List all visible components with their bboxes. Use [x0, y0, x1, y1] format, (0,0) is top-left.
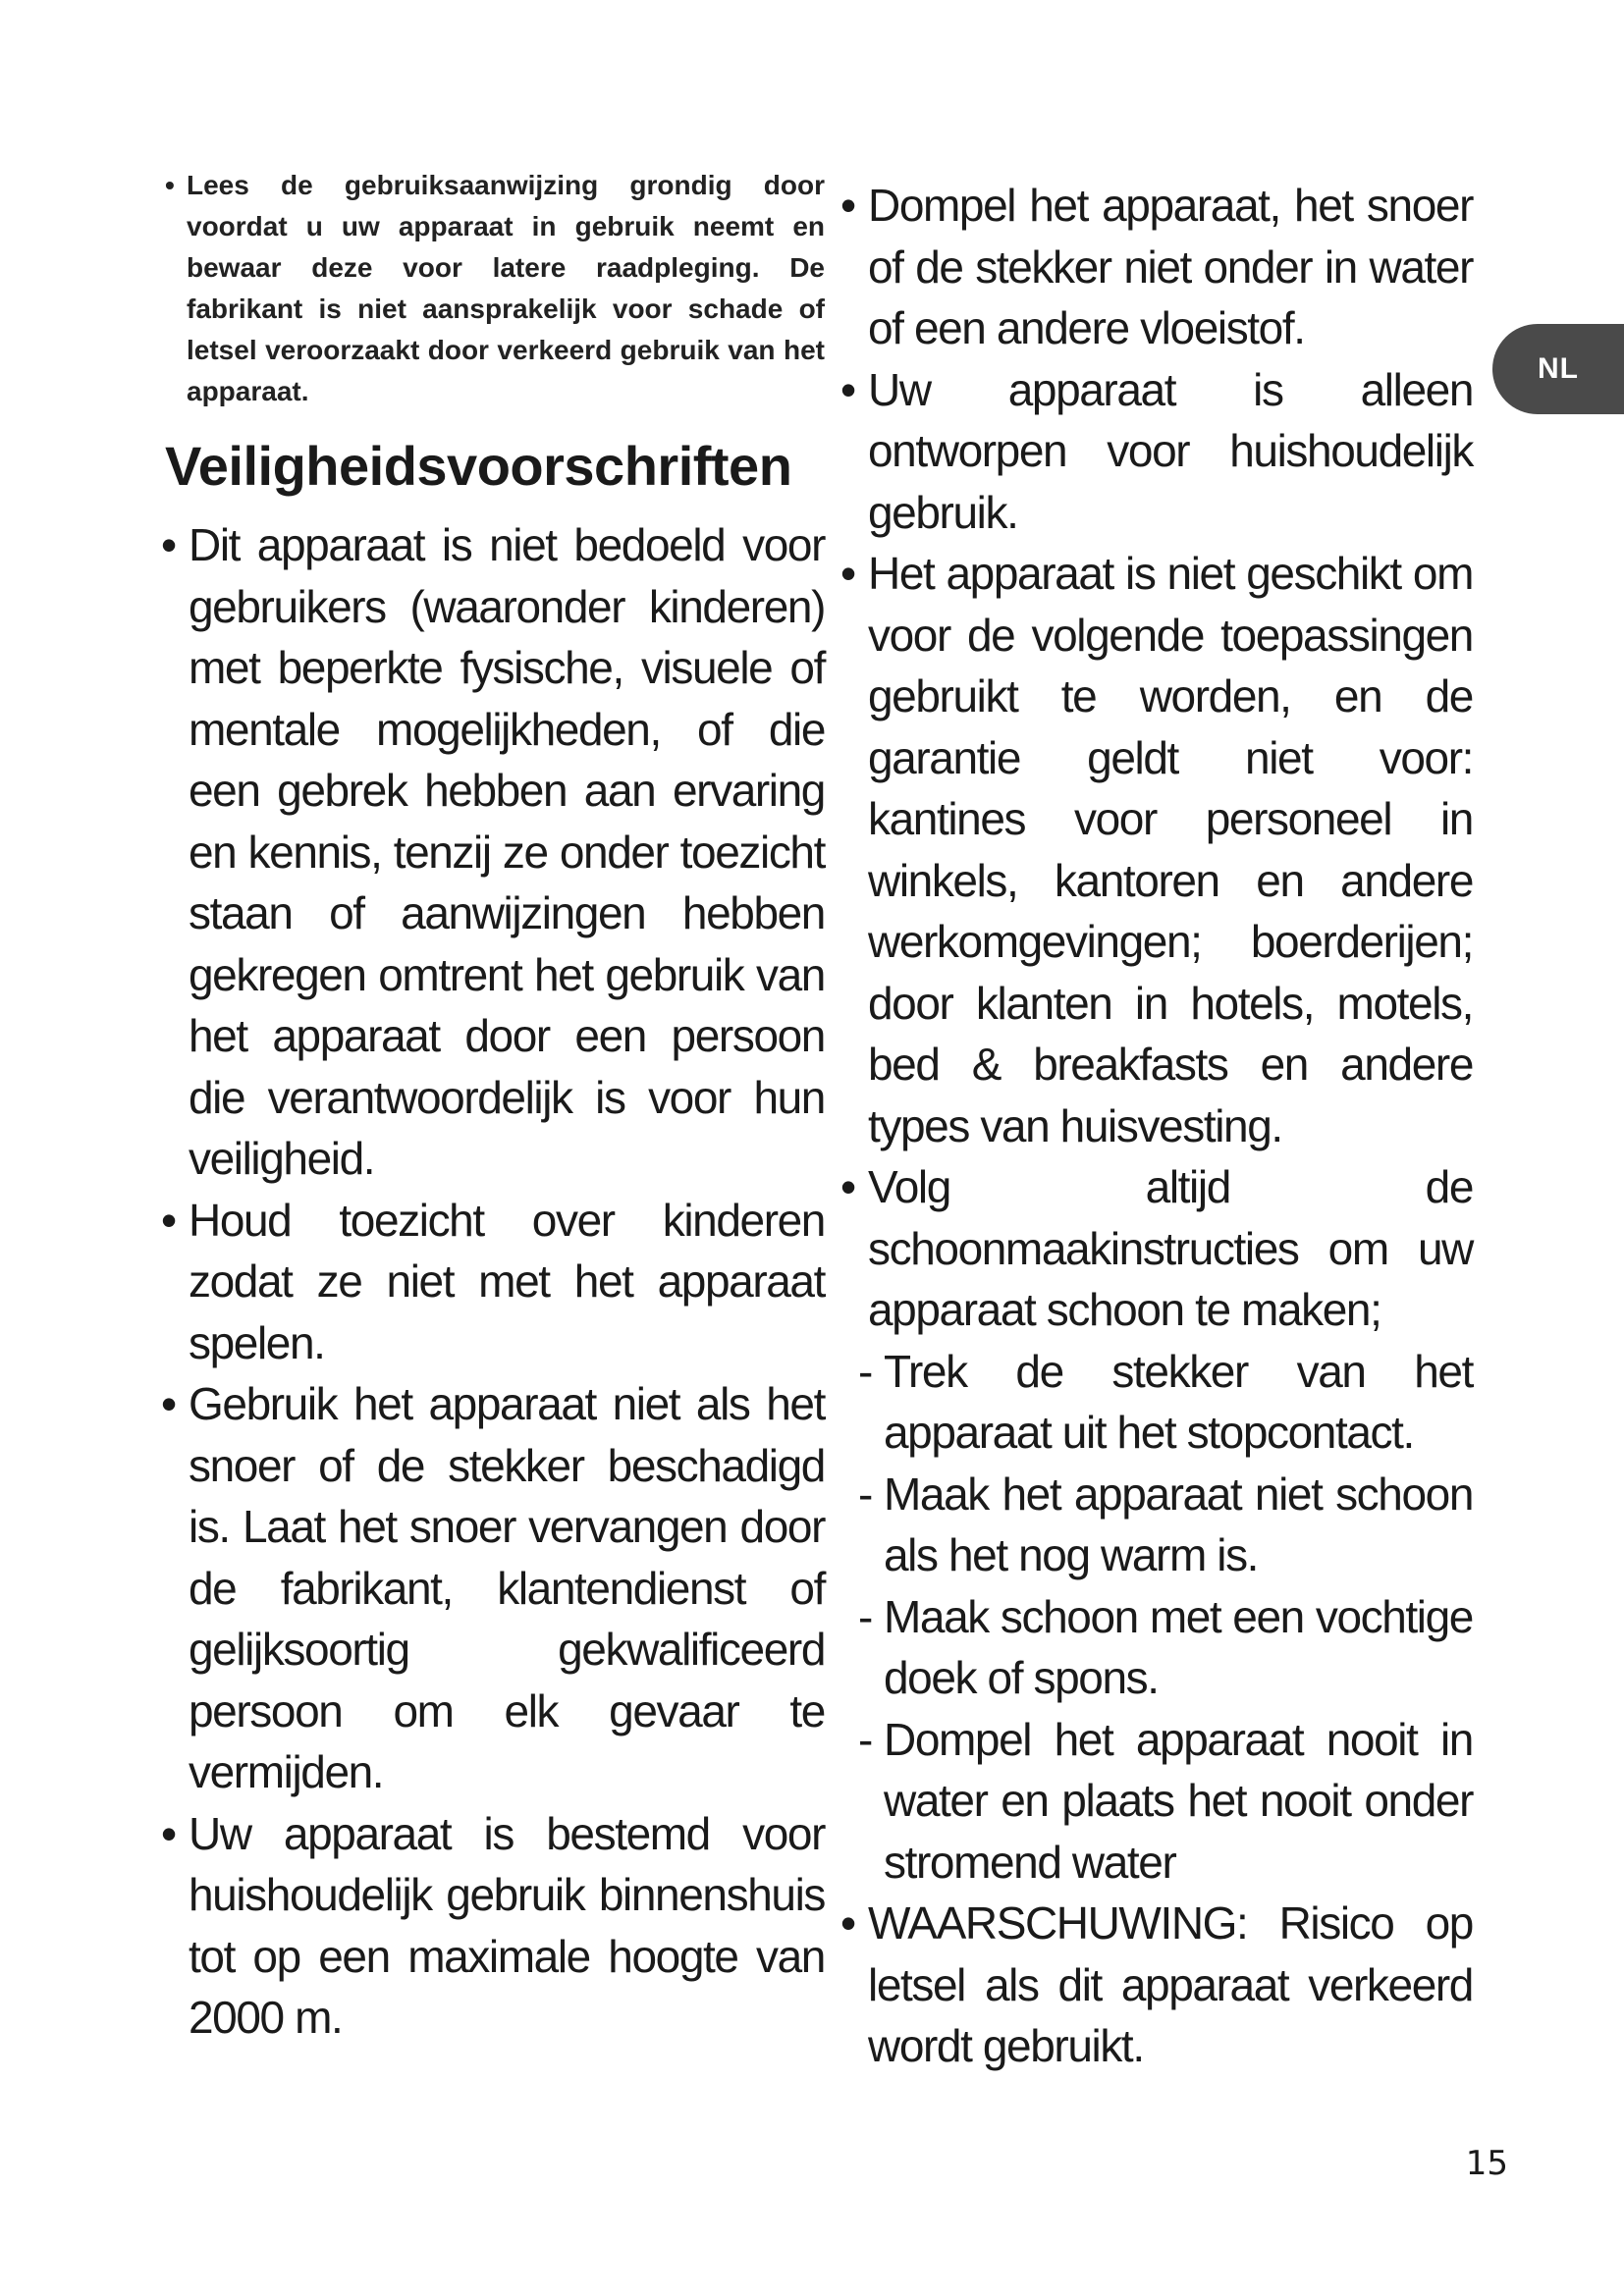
sub-item: - Maak schoon met een vochtige doek of spons.: [844, 1586, 1473, 1709]
left-bullet-list: [165, 514, 825, 2049]
left-column: [165, 165, 825, 2049]
bullet-item: • Uw apparaat is bestemd voor huishoudelijk gebruik binnenshuis tot op een maximale hoogte van 2000 m.: [165, 1803, 825, 2049]
language-tab: [1492, 324, 1624, 414]
bullet-item: • Volg altijd de schoonmaakinstructies om uw apparaat schoon te maken;: [844, 1156, 1473, 1341]
section-heading: Veiligheidsvoorschriften: [165, 435, 792, 497]
language-tab-label: NL: [1538, 352, 1579, 385]
warning-item: • WAARSCHUWING: Risico op letsel als dit apparaat verkeerd wordt gebruikt.: [844, 1893, 1473, 2077]
intro-list: [165, 165, 825, 412]
right-column: [844, 175, 1473, 2077]
right-bullet-list: [844, 175, 1473, 1341]
page-number: 15: [1465, 2144, 1508, 2183]
intro-paragraph: • Lees de gebruiksaanwijzing grondig door voordat u uw apparaat in gebruik neemt en bewaar deze voor latere raadpleging. De fabrikant is niet aansprakelijk voor schade of letsel veroorzaakt door verkeerd gebruik van het apparaat.: [165, 165, 825, 412]
sub-item: - Dompel het apparaat nooit in water en plaats het nooit onder stromend water: [844, 1709, 1473, 1894]
bullet-item: • Dit apparaat is niet bedoeld voor gebruikers (waaronder kinderen) met beperkte fysische, visuele of mentale mogelijkheden, of die een gebrek hebben aan ervaring en kennis, tenzij ze onder toezicht staan of aanwijzingen hebben gekregen omtrent het gebruik van het apparaat door een persoon die verantwoordelijk is voor hun veiligheid.: [165, 514, 825, 1190]
sub-item: - Maak het apparaat niet schoon als het nog warm is.: [844, 1464, 1473, 1586]
bullet-item: • Uw apparaat is alleen ontworpen voor huishoudelijk gebruik.: [844, 359, 1473, 544]
cleaning-sub-list: [844, 1341, 1473, 1894]
warning-list: [844, 1893, 1473, 2077]
bullet-item: • Het apparaat is niet geschikt om voor de volgende toepassingen gebruikt te worden, en de garantie geldt niet voor: kantines voor personeel in winkels, kantoren en andere werkomgevingen; boerderijen; door klanten in hotels, motels, bed & breakfasts en andere types van huisvesting.: [844, 543, 1473, 1156]
bullet-item: • Houd toezicht over kinderen zodat ze niet met het apparaat spelen.: [165, 1190, 825, 1374]
sub-item: - Trek de stekker van het apparaat uit het stopcontact.: [844, 1341, 1473, 1464]
bullet-item: • Dompel het apparaat, het snoer of de stekker niet onder in water of een andere vloeistof.: [844, 175, 1473, 359]
bullet-item: • Gebruik het apparaat niet als het snoer of de stekker beschadigd is. Laat het snoer vervangen door de fabrikant, klantendienst of gelijksoortig gekwalificeerd persoon om elk gevaar te vermijden.: [165, 1373, 825, 1803]
